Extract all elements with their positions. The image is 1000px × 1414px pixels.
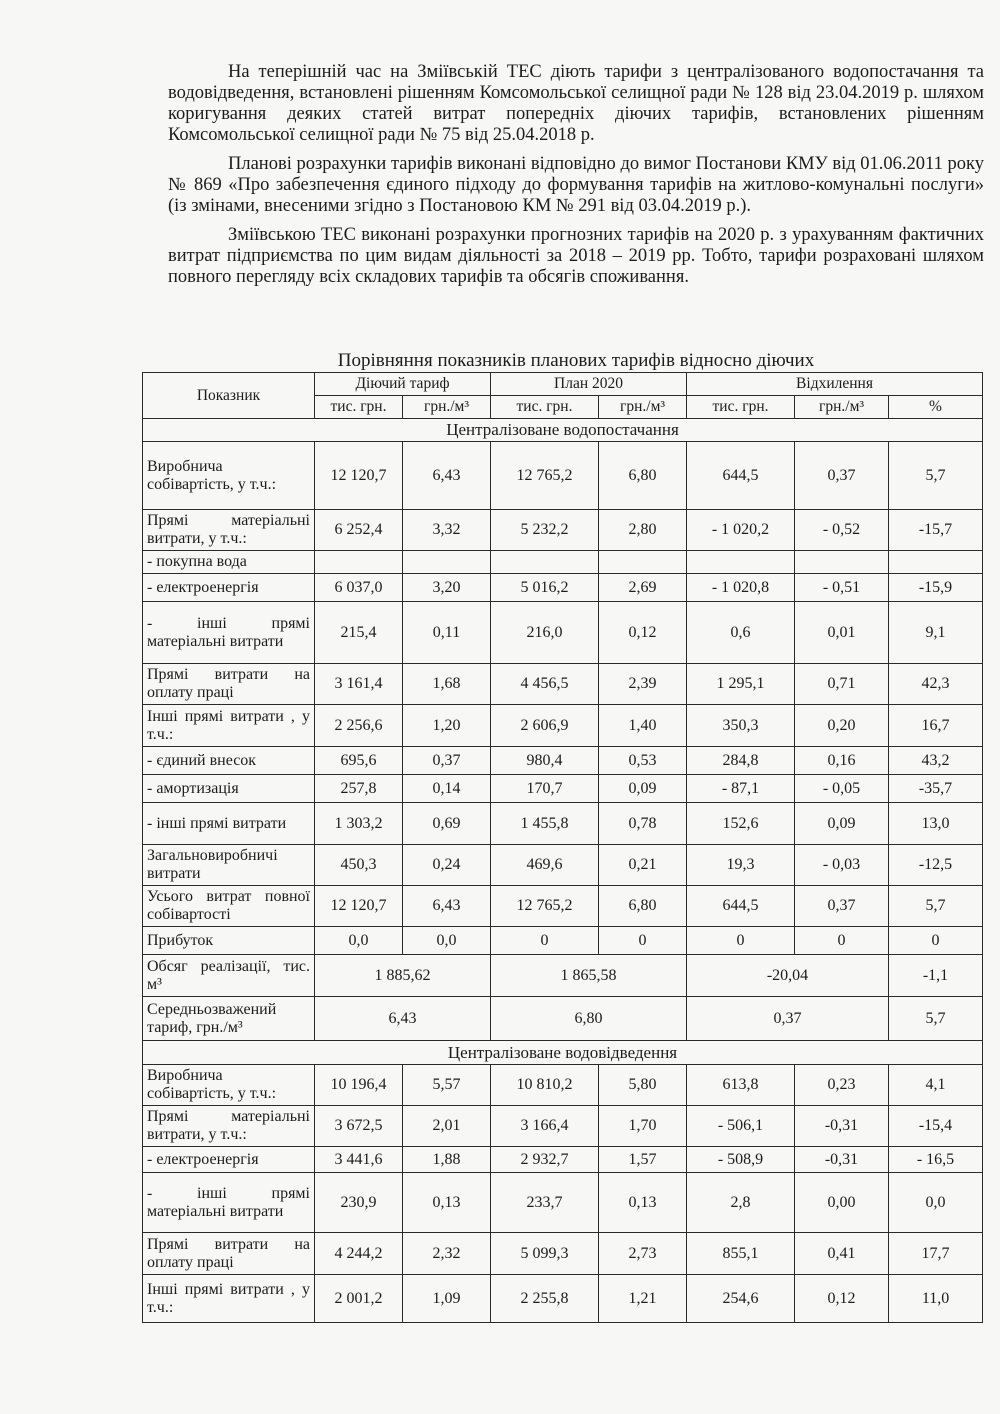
cell-p2: 1,57 — [599, 1147, 687, 1173]
cell-d1: 644,5 — [687, 442, 795, 510]
cell-c2: 0,37 — [403, 747, 491, 775]
cell-p1: 469,6 — [491, 845, 599, 886]
cell-c2: 5,57 — [403, 1065, 491, 1106]
cell-d2: - 0,51 — [795, 574, 889, 602]
row-label: Виробнича собівартість, у т.ч.: — [143, 442, 315, 510]
row-label: Середньозважений тариф, грн./м³ — [143, 997, 315, 1041]
table-row — [143, 1147, 983, 1173]
cell-c1: 2 256,6 — [315, 705, 403, 747]
cell-p2: 0 — [599, 927, 687, 955]
table-row — [143, 510, 983, 551]
cell-d3: -15,7 — [889, 510, 983, 551]
header-indicator: Показник — [143, 373, 315, 419]
table-row — [143, 442, 983, 510]
header-plan-per-m3: грн./м³ — [599, 396, 687, 419]
cell-d2: - 0,52 — [795, 510, 889, 551]
cell-plan: 6,80 — [491, 997, 687, 1041]
cell-d1: 19,3 — [687, 845, 795, 886]
row-label: Виробнича собівартість, у т.ч.: — [143, 1065, 315, 1106]
row-label: Загальновиробничі витрати — [143, 845, 315, 886]
cell-c1: 215,4 — [315, 602, 403, 664]
cell-c2: 6,43 — [403, 886, 491, 927]
cell-d2: 0,16 — [795, 747, 889, 775]
cell-d3: 5,7 — [889, 886, 983, 927]
cell-c1: 450,3 — [315, 845, 403, 886]
cell-d3: -12,5 — [889, 845, 983, 886]
cell-p1: 2 932,7 — [491, 1147, 599, 1173]
cell-d1: 2,8 — [687, 1173, 795, 1233]
cell-d1: 644,5 — [687, 886, 795, 927]
section-title-sewerage: Централізоване водовідведення — [143, 1041, 983, 1065]
cell-p2: 5,80 — [599, 1065, 687, 1106]
cell-c2 — [403, 551, 491, 574]
cell-p2: 2,73 — [599, 1233, 687, 1275]
cell-d2: 0,00 — [795, 1173, 889, 1233]
cell-p2: 0,13 — [599, 1173, 687, 1233]
intro-paragraph-3: Зміївською ТЕС виконані розрахунки прогнозних тарифів на 2020 р. з урахуванням фактичних витрат підприємства по цим видам діяльності за 2018 – 2019 рр. Тобто, тарифи розраховані шляхом повного перегляду всіх складових тарифів та обсягів споживання. — [168, 225, 984, 287]
cell-c1: 10 196,4 — [315, 1065, 403, 1106]
cell-p1 — [491, 551, 599, 574]
cell-c1: 257,8 — [315, 775, 403, 803]
cell-p2: 6,80 — [599, 886, 687, 927]
cell-d3: 16,7 — [889, 705, 983, 747]
cell-p1: 3 166,4 — [491, 1106, 599, 1147]
table-row — [143, 997, 983, 1041]
cell-d1: 152,6 — [687, 803, 795, 845]
cell-c2: 0,13 — [403, 1173, 491, 1233]
cell-c2: 3,20 — [403, 574, 491, 602]
cell-d2: 0,71 — [795, 664, 889, 705]
cell-p2: 2,69 — [599, 574, 687, 602]
cell-d3: 11,0 — [889, 1275, 983, 1323]
cell-dev: -20,04 — [687, 955, 889, 997]
intro-text — [168, 62, 984, 296]
cell-c1: 1 303,2 — [315, 803, 403, 845]
row-label: Усього витрат повної собівартості — [143, 886, 315, 927]
cell-p2: 0,09 — [599, 775, 687, 803]
cell-d3: -35,7 — [889, 775, 983, 803]
table-row — [143, 574, 983, 602]
header-current-thous: тис. грн. — [315, 396, 403, 419]
cell-c2: 2,01 — [403, 1106, 491, 1147]
table-row — [143, 1065, 983, 1106]
row-label: Інші прямі витрати , у т.ч.: — [143, 705, 315, 747]
cell-pct: 5,7 — [889, 997, 983, 1041]
cell-d2 — [795, 551, 889, 574]
table-row — [143, 1275, 983, 1323]
cell-plan: 1 865,58 — [491, 955, 687, 997]
row-label: - покупна вода — [143, 551, 315, 574]
row-label: Прямі матеріальні витрати, у т.ч.: — [143, 1106, 315, 1147]
cell-current: 1 885,62 — [315, 955, 491, 997]
cell-p1: 12 765,2 — [491, 886, 599, 927]
table-row — [143, 775, 983, 803]
cell-d1: 254,6 — [687, 1275, 795, 1323]
cell-c1: 6 252,4 — [315, 510, 403, 551]
table-row — [143, 551, 983, 574]
row-label: Прямі витрати на оплату праці — [143, 1233, 315, 1275]
cell-p1: 12 765,2 — [491, 442, 599, 510]
row-label: - інші прямі витрати — [143, 803, 315, 845]
cell-c1: 6 037,0 — [315, 574, 403, 602]
cell-c1: 3 161,4 — [315, 664, 403, 705]
cell-p1: 2 255,8 — [491, 1275, 599, 1323]
cell-c2: 1,20 — [403, 705, 491, 747]
cell-p1: 0 — [491, 927, 599, 955]
cell-p2: 0,53 — [599, 747, 687, 775]
cell-pct: -1,1 — [889, 955, 983, 997]
table-caption: Порівняння показників планових тарифів відносно діючих — [337, 350, 815, 371]
row-label: - єдиний внесок — [143, 747, 315, 775]
cell-d3 — [889, 551, 983, 574]
cell-d3: 13,0 — [889, 803, 983, 845]
header-current-per-m3: грн./м³ — [403, 396, 491, 419]
table-row — [143, 602, 983, 664]
cell-d2: 0 — [795, 927, 889, 955]
cell-d3: 0 — [889, 927, 983, 955]
header-current-tariff: Діючий тариф — [315, 373, 491, 396]
header-plan-2020: План 2020 — [491, 373, 687, 396]
header-plan-thous: тис. грн. — [491, 396, 599, 419]
cell-current: 6,43 — [315, 997, 491, 1041]
cell-p1: 2 606,9 — [491, 705, 599, 747]
header-deviation: Відхилення — [687, 373, 983, 396]
table-row — [143, 664, 983, 705]
cell-d1: 0,6 — [687, 602, 795, 664]
cell-d1: - 506,1 — [687, 1106, 795, 1147]
cell-c2: 3,32 — [403, 510, 491, 551]
cell-c1: 2 001,2 — [315, 1275, 403, 1323]
cell-p1: 4 456,5 — [491, 664, 599, 705]
cell-c2: 0,24 — [403, 845, 491, 886]
cell-p1: 10 810,2 — [491, 1065, 599, 1106]
cell-p1: 5 099,3 — [491, 1233, 599, 1275]
cell-p1: 233,7 — [491, 1173, 599, 1233]
table-row — [143, 1173, 983, 1233]
section-title-water-supply: Централізоване водопостачання — [143, 419, 983, 442]
cell-d3: -15,9 — [889, 574, 983, 602]
cell-d3: 4,1 — [889, 1065, 983, 1106]
header-dev-percent: % — [889, 396, 983, 419]
cell-d2: - 0,05 — [795, 775, 889, 803]
cell-c2: 1,09 — [403, 1275, 491, 1323]
cell-d3: 17,7 — [889, 1233, 983, 1275]
cell-d1: 284,8 — [687, 747, 795, 775]
cell-d3: -15,4 — [889, 1106, 983, 1147]
cell-c1: 230,9 — [315, 1173, 403, 1233]
cell-c2: 1,88 — [403, 1147, 491, 1173]
cell-dev: 0,37 — [687, 997, 889, 1041]
cell-c1: 4 244,2 — [315, 1233, 403, 1275]
table-row — [143, 927, 983, 955]
row-label: - амортизація — [143, 775, 315, 803]
cell-d1: 1 295,1 — [687, 664, 795, 705]
cell-p2: 0,12 — [599, 602, 687, 664]
cell-d2: 0,20 — [795, 705, 889, 747]
cell-d1 — [687, 551, 795, 574]
cell-p2 — [599, 551, 687, 574]
cell-d2: 0,12 — [795, 1275, 889, 1323]
cell-c1: 3 441,6 — [315, 1147, 403, 1173]
cell-p2: 0,21 — [599, 845, 687, 886]
header-dev-thous: тис. грн. — [687, 396, 795, 419]
cell-d3: 0,0 — [889, 1173, 983, 1233]
cell-c1: 12 120,7 — [315, 442, 403, 510]
row-label: - електроенергія — [143, 1147, 315, 1173]
cell-d3: 43,2 — [889, 747, 983, 775]
cell-c2: 0,0 — [403, 927, 491, 955]
cell-c1: 3 672,5 — [315, 1106, 403, 1147]
cell-d2: 0,41 — [795, 1233, 889, 1275]
cell-d1: 350,3 — [687, 705, 795, 747]
cell-p1: 5 016,2 — [491, 574, 599, 602]
cell-d2: -0,31 — [795, 1147, 889, 1173]
cell-p1: 980,4 — [491, 747, 599, 775]
table-row — [143, 955, 983, 997]
cell-d2: -0,31 — [795, 1106, 889, 1147]
cell-d1: 0 — [687, 927, 795, 955]
table-row — [143, 1106, 983, 1147]
table-row — [143, 845, 983, 886]
section-row-sewerage — [143, 1041, 983, 1065]
cell-p1: 5 232,2 — [491, 510, 599, 551]
cell-p1: 216,0 — [491, 602, 599, 664]
cell-p2: 1,21 — [599, 1275, 687, 1323]
cell-p1: 170,7 — [491, 775, 599, 803]
row-label: Прямі матеріальні витрати, у т.ч.: — [143, 510, 315, 551]
cell-c2: 0,11 — [403, 602, 491, 664]
table-row — [143, 886, 983, 927]
cell-c2: 6,43 — [403, 442, 491, 510]
intro-paragraph-2: Планові розрахунки тарифів виконані відповідно до вимог Постанови КМУ від 01.06.2011 року № 869 «Про забезпечення єдиного підходу до формування тарифів на житлово-комунальні послуги» (із змінами, внесеними згідно з Постановою КМ № 291 від 03.04.2019 р.). — [168, 154, 984, 216]
row-label: Інші прямі витрати , у т.ч.: — [143, 1275, 315, 1323]
cell-p2: 2,39 — [599, 664, 687, 705]
cell-d2: 0,23 — [795, 1065, 889, 1106]
cell-d1: - 1 020,2 — [687, 510, 795, 551]
cell-p2: 1,70 — [599, 1106, 687, 1147]
cell-p1: 1 455,8 — [491, 803, 599, 845]
row-label: Обсяг реалізації, тис. м³ — [143, 955, 315, 997]
table-row — [143, 705, 983, 747]
row-label: Прямі витрати на оплату праці — [143, 664, 315, 705]
cell-c2: 0,69 — [403, 803, 491, 845]
cell-d1: - 87,1 — [687, 775, 795, 803]
row-label: - інші прямі матеріальні витрати — [143, 602, 315, 664]
cell-d2: 0,09 — [795, 803, 889, 845]
cell-d3: 42,3 — [889, 664, 983, 705]
cell-d2: - 0,03 — [795, 845, 889, 886]
cell-p2: 2,80 — [599, 510, 687, 551]
header-dev-per-m3: грн./м³ — [795, 396, 889, 419]
table-body — [143, 419, 983, 1323]
cell-d1: - 1 020,8 — [687, 574, 795, 602]
cell-p2: 1,40 — [599, 705, 687, 747]
table-row — [143, 1233, 983, 1275]
cell-c1: 12 120,7 — [315, 886, 403, 927]
cell-d1: - 508,9 — [687, 1147, 795, 1173]
cell-c1 — [315, 551, 403, 574]
row-label: Прибуток — [143, 927, 315, 955]
cell-d2: 0,37 — [795, 886, 889, 927]
table-row — [143, 803, 983, 845]
cell-d3: 5,7 — [889, 442, 983, 510]
section-row-water-supply — [143, 419, 983, 442]
cell-d1: 613,8 — [687, 1065, 795, 1106]
cell-c1: 695,6 — [315, 747, 403, 775]
cell-d3: - 16,5 — [889, 1147, 983, 1173]
tariff-comparison-table — [142, 372, 983, 1323]
intro-paragraph-1: На теперішній час на Зміївській ТЕС діють тарифи з централізованого водопостачання та водовідведення, встановлені рішенням Комсомольської селищної ради № 128 від 23.04.2019 р. шляхом коригування деяких статей витрат попередніх діючих тарифів, встановлених рішенням Комсомольської селищної ради № 75 від 25.04.2018 р. — [168, 62, 984, 145]
cell-d2: 0,01 — [795, 602, 889, 664]
cell-d1: 855,1 — [687, 1233, 795, 1275]
row-label: - інші прямі матеріальні витрати — [143, 1173, 315, 1233]
cell-c2: 1,68 — [403, 664, 491, 705]
cell-c1: 0,0 — [315, 927, 403, 955]
cell-c2: 2,32 — [403, 1233, 491, 1275]
cell-p2: 0,78 — [599, 803, 687, 845]
row-label: - електроенергія — [143, 574, 315, 602]
cell-d2: 0,37 — [795, 442, 889, 510]
cell-p2: 6,80 — [599, 442, 687, 510]
table-row — [143, 747, 983, 775]
cell-c2: 0,14 — [403, 775, 491, 803]
cell-d3: 9,1 — [889, 602, 983, 664]
